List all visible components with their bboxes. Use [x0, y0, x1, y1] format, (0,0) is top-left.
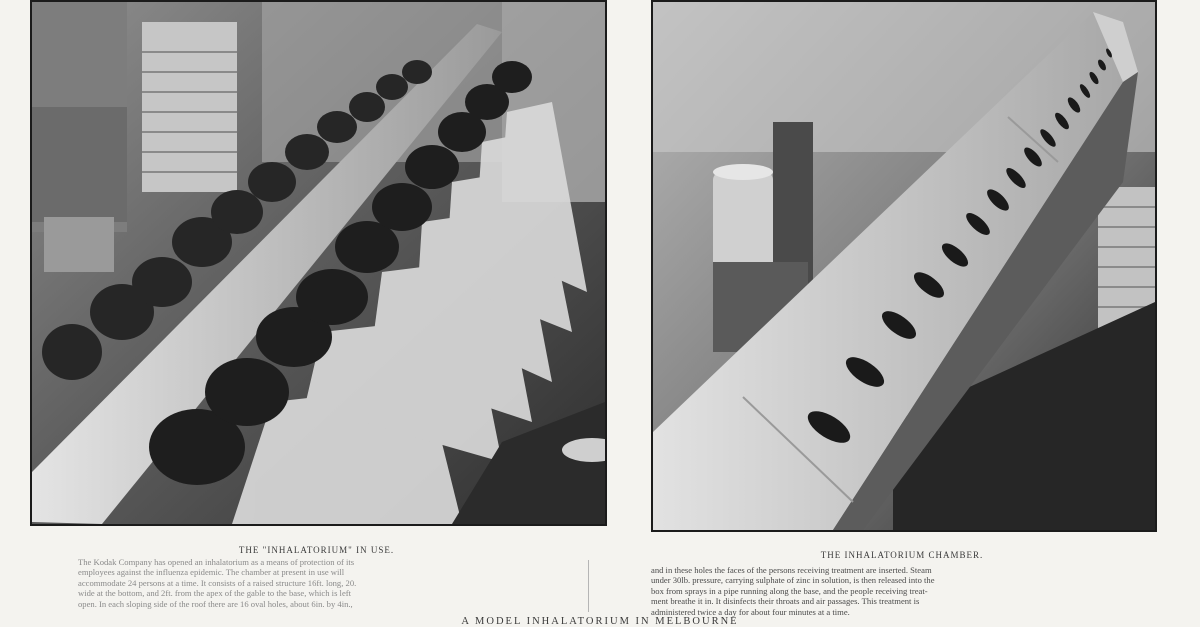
photo-inhalatorium-in-use: [30, 0, 607, 526]
text-line: wide at the bottom, and 2ft. from the apex of the gable to the base, which is left: [78, 588, 352, 599]
text-line: open. In each sloping side of the roof there are 16 oval holes, about 6in. by 4in.,: [78, 598, 353, 609]
text-line: employees against the influenza epidemic. The chamber at present in use will: [78, 567, 345, 578]
article-text-right: [651, 565, 1111, 617]
text-line: The Kodak Company has opened an inhalatorium as a means of protection of its: [78, 557, 355, 567]
column-divider: [588, 560, 589, 612]
photo-inhalatorium-chamber: [651, 0, 1157, 532]
text-line: box from sprays in a pipe running along the base, and the people receiving treat-: [651, 585, 928, 596]
text-line: administered twice a day for about four minutes at a time.: [651, 606, 850, 617]
text-line: under 30lb. pressure, carrying sulphate of zinc in solution, is then released into the: [651, 575, 935, 586]
caption-right: THE INHALATORIUM CHAMBER.: [820, 550, 984, 560]
text-line: and in these holes the faces of the persons receiving treatment are inserted. Steam: [651, 565, 932, 575]
text-line: accommodate 24 persons at a time. It consists of a raised structure 16ft. long, 20.: [78, 577, 357, 588]
article-text-left: [78, 557, 583, 609]
page-headline: A MODEL INHALATORIUM IN MELBOURNE: [461, 616, 739, 627]
text-line: ment breathe it in. It disinfects their throats and air passages. This treatment is: [651, 596, 920, 607]
caption-left: THE "INHALATORIUM" IN USE.: [238, 545, 395, 555]
